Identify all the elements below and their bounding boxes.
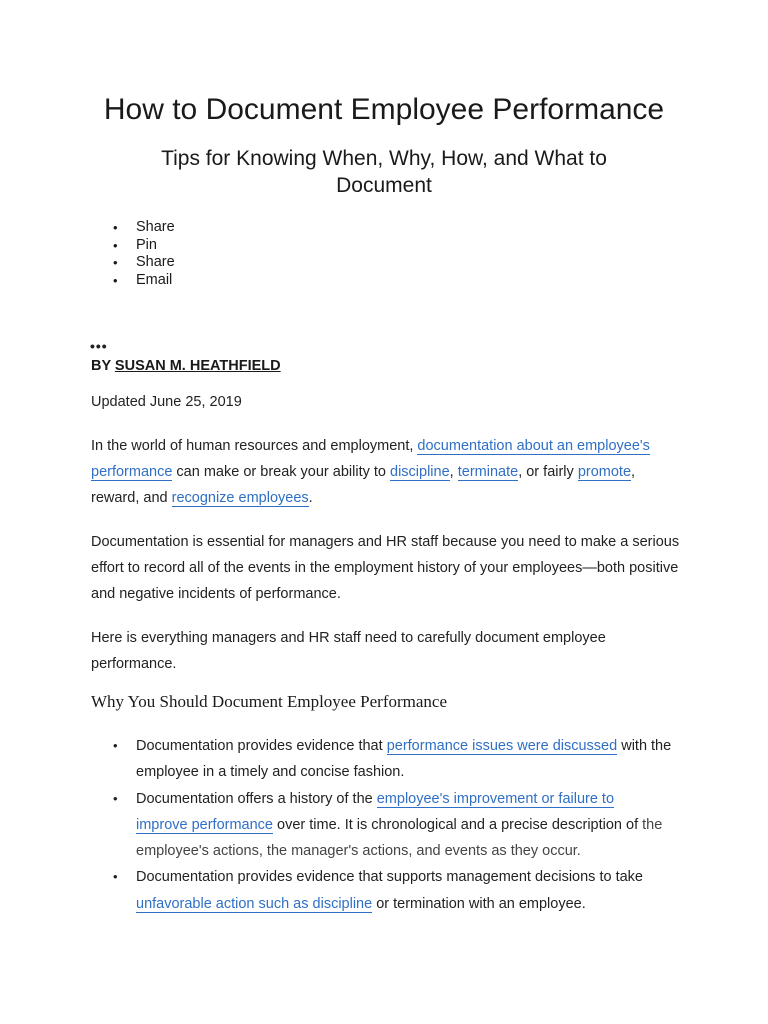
- section-heading: Why You Should Document Employee Performance: [91, 692, 447, 711]
- byline-prefix: BY: [91, 358, 115, 374]
- why-item-decisions: [91, 864, 681, 917]
- p1-text-1: In the world of human resources and employment,: [91, 438, 418, 454]
- p1-text-6: .: [308, 490, 313, 506]
- terminate-link[interactable]: terminate: [457, 464, 519, 480]
- updated-date: Updated June 25, 2019: [91, 394, 242, 410]
- why-item-history: [91, 786, 681, 865]
- why-item-3-text: Documentation provides evidence that supports management decisions to take: [136, 869, 643, 886]
- p1-text-2: can make or break your ability to: [172, 464, 391, 480]
- documentation-link[interactable]: documentation about an employee's: [417, 438, 650, 454]
- improvement-link[interactable]: employee's improvement or failure to: [376, 790, 615, 807]
- p1-text-5: , reward, and: [91, 464, 636, 506]
- p1-text-4: , or fairly: [518, 464, 578, 480]
- page-title: How to Document Employee Performance: [103, 93, 665, 126]
- share-item-share-2[interactable]: • Share: [91, 254, 175, 272]
- improvement-link-continued[interactable]: improve performance: [136, 816, 273, 833]
- performance-issues-link[interactable]: performance issues were discussed: [386, 738, 618, 754]
- share-item-email[interactable]: • Email: [91, 272, 175, 290]
- why-item-2-text-2: over time. It is chronological and a precise description of: [273, 816, 643, 833]
- why-item-1-text: Documentation provides evidence that: [136, 738, 387, 754]
- why-list: [91, 733, 681, 917]
- p1-text-3: ,: [449, 464, 458, 480]
- discipline-link[interactable]: discipline: [390, 464, 450, 480]
- share-item-pin[interactable]: • Pin: [91, 237, 175, 255]
- paragraph-everything: Here is everything managers and HR staff need to carefully document employee performance.: [91, 630, 606, 672]
- why-item-1-text-2: with the employee in a timely and concise fashion.: [136, 738, 672, 781]
- unfavorable-action-link[interactable]: unfavorable action such as discipline: [136, 895, 373, 912]
- documentation-link-continued[interactable]: performance: [91, 464, 173, 480]
- byline: [91, 356, 281, 376]
- promote-link[interactable]: promote: [577, 464, 632, 480]
- share-list: [91, 219, 175, 289]
- page-subtitle: Tips for Knowing When, Why, How, and What to Document: [161, 147, 607, 197]
- more-options-icon[interactable]: •••: [90, 338, 108, 354]
- why-item-3-text-2: or termination with an employee.: [372, 895, 586, 912]
- why-item-2-text-3: the employee's actions, the manager's actions, and events as they occur.: [136, 816, 663, 860]
- paragraph-essential: Documentation is essential for managers and HR staff because you need to make a serious effort to record all of the events in the employment history of your employees—both positive and negative incidents of performance.: [91, 534, 680, 602]
- why-item-2-text: Documentation offers a history of the: [136, 790, 377, 807]
- recognize-employees-link[interactable]: recognize employees: [171, 490, 309, 506]
- share-item-share[interactable]: • Share: [91, 219, 175, 237]
- why-item-evidence: [91, 733, 681, 786]
- intro-paragraph: [91, 433, 681, 511]
- author-link[interactable]: SUSAN M. HEATHFIELD: [114, 358, 281, 374]
